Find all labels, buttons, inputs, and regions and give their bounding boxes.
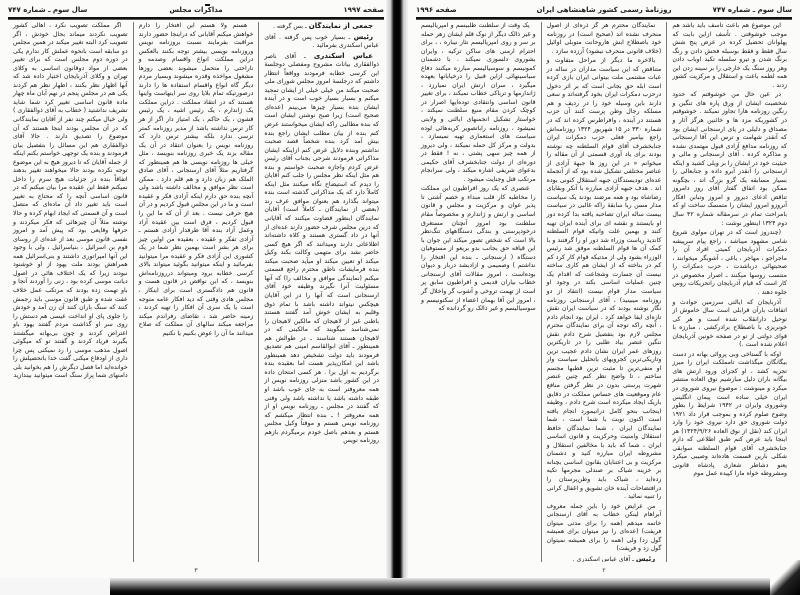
paragraph: [547, 22, 662, 56]
page-number-label: صفحه ۱۹۹۷: [343, 6, 384, 14]
paragraph: [421, 185, 536, 313]
header-rule: [416, 17, 792, 20]
page-number-label: صفحه ۱۹۹۶: [416, 6, 457, 14]
paragraph: [264, 52, 379, 446]
ink-mark: [205, 4, 210, 6]
issue-label: سال سوم ـ شماره ۷۴۷: [712, 6, 792, 14]
column-1: [667, 22, 792, 562]
paragraph-text: ـ بسیار خوب پس گرفته . آقای عباس اسکندری بفرمائید .: [264, 33, 379, 50]
paragraph-text: ـ بس گرفته .: [273, 23, 307, 30]
speaker-name: جمعی از نمایندگان: [308, 22, 373, 30]
speaker-name: رئیس: [635, 554, 656, 562]
column-2: [134, 22, 260, 562]
paragraph: [547, 57, 662, 501]
page-header: [8, 4, 384, 16]
scan-bottom-edge-light: [0, 578, 110, 595]
speaker-name: رئیس: [353, 32, 373, 41]
paragraph-text: یک وقت از سلطنت طلبیسم و امپریالیسم و غیر ذالک دیگر از نوک قلم ایشان زهر حمله بر سر و روی امپریالیسم نثار نیباره ، ، برای احترام ارمنی های ساکن ترکیه ، وایران بشوروی دلسوزی نمیکند . با دشمنان کمونیسم و سوسیالیسم مبارزه میکنند دفاع سیاسینهائی ازاین قبیل را درخیابانها بعهده میگیرد ، سران ارتش ایران نمیارزد ، ژاندارمها و ترباکی خطاب نمیکند ، برای تغییر قانون اساسی وانتقادی توده‌ایها اصرار در کوچک کردن مقام منیع سلطنت نمیکند ، خواستار تشکیل انجمنهای ایالتی و ولایتی نمیشود ، روزنامه راباتصویر کریه‌هائی لوده سیاست های استعماری تهیه نمیسازد ، بدولت و مرکز کل حمله نمیکند ، ولی دیروز از همه چیز سهی پشتی ، نه ! فقط در دوره‌ای از دولت جنابخشرف آقای حکیمی بدعوای شریفی اشاره میکند ، ولی سرانجام مرتکب قتل وجنایت میشود .: [420, 22, 536, 183]
paragraph-text: نمایندگان محترم هر گز ذره‌ای از اصول منحرف نشده اند (صحیح است) در روزنامه خود باصطلاح ابش هاروحانت متوبلی اوائیل (خلاف قانونی منحرف نیشود) آرزده سازد .: [546, 22, 662, 55]
left-page: [0, 0, 392, 580]
page-corner-curl: [770, 560, 800, 595]
paragraph-text: آذربایجان که ایالتی سرزمین حوادث و اتفاقات بارآن قرابلی است سال خاموش از توحیل دارانقلاب شده است و هر کی خونریزی با باصطلاح برادرکشی ، مبارزه با قوای دولتی از تو در صفحه خونین آذربایجان اعلام شده است .): [672, 298, 787, 349]
page-footer-number: ۳: [194, 567, 198, 574]
paragraph: [672, 22, 787, 90]
page-header: [416, 4, 792, 16]
paragraph-text: اگر مملکت تصویب نکرد ، اهالی کشور تصویب نکردند میماند بحال خودش ، اگر تصویب کرد البته تغییر میکند در همین مجلس دو سابقه است بانحوه عملش کار ندارم یکی در دوره دوم مجلس است که برای تغییر بعضی از مواد دوقانون اساسی به وکلای تهران و وکلای آذربایجان اختیار داده شد که آنها اظهار نظر بکنند ، اظهار نظر هم کردند یکی هم در مجلس پنجم در نهم آبان ماه چهار ماده قانون اساسی تغییر کرد شما شاید تشریف نداشتید ( خطاب به آقای ذوالفقاری ) ولی خیال میکنم چند نفر از آقایان نمایندگانی که در آن مجلس بودند اینجا هستند که آن موضوع را تصدیق دارند . حالا آقای ذوالفقاری هم این مسائل را بتفصیل بیان فرمودند و بنده یک توجهی خواستم بکنم اینکه از جمله آقایان که تا دیروز هیچ به این موضوع توجه نکرده بودند حالا میخواهند تغییر بدهند اتفاقاً بنده در جزئیات هیچ سرم را داخل نمیکنم فقط این عقیده مرا بیان میکنم که در قانون اساسی آنچه را که محتاج به تغییر است باید تغییر داد آن ماده‌ای که متصل است و آن قسمتی که ایجاد ابهام کرده و حالا نوشته مثلاً آن چیزهائی که فکر میکردند و حرفها وقایعی بود که پیش آمد و امروز نفسی قانون موسی بعد از عده‌ای از روسای قوم بن اسرائیل ، بنیاسرائیل ، ولی با وجود این آنها امپراتوری داشتند و بنی‌اسرائیل همه همراهش بودند ملت یهود از او خوشنود نبودند زیرا که یک اختلاف هائی در اصول دیانت موسی کرده بود ، زنی را آوردند آنجا و باو تهمت زده بودند که مرتکب عمل خلاف عفت شده و طبق قانون موسی باید رجمش کنند که سنگ باران کنند آن زن آمد و خودش را جلوی پای او انداخت عیسی هم دستش را روی سر او گذاشت مردم گفتند یهود باو اعتراض کردند و چون بی‌بهانه میگشتند بگیرند فریاد کردند و گفتند تو که میگوئی اصول مذهب موسی را رد نمیکنی پس چرا داری از اودفاع میکنی گفت خدا باتحصیلش را خوانده‌اید اما فصل دیگرش را هم بخوانید بلی دامنهای شما پراز سنگ است میتوانید بیندازید: [12, 22, 128, 380]
issue-label: سال سوم ـ شماره ۷۴۷: [8, 6, 88, 14]
paragraph-text: عنصری که یک روز افراطیون این مملکت را مخاطبه کار قلب مبداء و خصم آشتی تا پذیر عوان و مرکزیت و مجلس و قانون اساسی و ارتش و ژاندارم و مخصوصاً مقام سلطنت بود امروز آنچنان مستغرق درخودپرستی و بندگی دستگاههای تنگ‌نظر بالا است که شخص تصور میکند این جوان با این قیافه حق بجانب بدو بریعو از مستوفیان دستگاه ( ارسنجانی ـ بنده این افتخار را نداشتم ) وصمیمی و ازادیشد دربار و دیوان بوده‌است ، امروز مقالات آقای ارسنجانی خطاب بیاران قدیمی و افراطیون سابق پر است از تهمت تروخی و آشوب گر واخلال گر ، امروز این آقا بهمان اعضاء از سکتونیسم و سوسیالیسم و غیر ذالک رو گردانده که: [420, 185, 536, 313]
paragraph: [672, 351, 787, 479]
paragraph-text: بالاخره ما دیگر از مراحل متفاوت و متناقض که این سیاست مداران در ساله در عبات مشتمی ملت بیتوانی ایران بازی کرده است ابله حق بجانی است که بر اثر دخول درحزب دمکرات ایران بخود گرفته‌اند و سعی دارند باین وسیله خود را در ردیف و هم مسلکه رجال وطن پرست کنند آن حزب هستند در آینده ، وافراطرس کرده اند که در شماره ۳۳۰ در ۱۵ شهریور ۱۳۲۴ روزنامه‌اش راجع بپامیر فعلی حزب دمکرات ایران جنابخشرف آقای قوام السلطنه چه نوشته بودند برای یاد آوری قسمتی از آن مقاله را میخوانم « در این روز ها جبههٔ آزادی از عناصر مختلفی تشکیل شده بود که از آنجمله عده‌ای تودیستدگان جبهه استقلال کنونی بوده اند . هدف جبهه آزادی مبارزه با آنکر وبقایای رضاشاه بود و همه مرضند بودند یک سیاست مدار مسن ربا سابقهٔ راکه غالبی در سیاست بیست ساله ایران تصاحبه یافته بدا کرده دور او بایستند و نقشه ای برای آینده ایران تهیه کنند و بهمین علت وانیکه قوام السلطنه کاندید ریاست وزراء شد دور او را گرفتند و با کمک آن ها قوام السلطنه موفق شد رئیس الوزراء بشود ولی از مدتیکه قوام کار کرد کم کم در بناخته که از ایشان هم کاری ساخته نیست آن جسارت وشجاعت که اقدام یک چنین عملیات اساسی بکند در وجود او سیاست مدار قوام نیست (انتقاد از دو روزنامه میبینید) ، آقای ارسنجانی روزنامه نگار نوشته بودند که در سیاست ایران نقش تازه‌ای ایفا خواهد کرد . ایران بود انجام دادم ، آنچه راکه توجه آن برای نمایندگان محترم مجلس لازم بود بتفصیل شرح دادم نقش ننگین عنصر بیاد طلبی را در تاریکترین روزهای عمر ایران نشان دادم عجیب ترین وتاریکی‌ترین کجرویهای باتحلیل سیاست وار او منفی‌ترین تا مثبت ترین قطبها مجسم ساختم ، تا واضح نظر کنم چنین عنصر شهرت پرستی بدون در نظر گرفتن منافع عام وموقعیت های حساس مملکت در دقایق باریک ایجاد میکرده است شرح دادم ، وظیفه اینجانب بنحو کامل درانیمورد انجام یافته است اکنون نوبت با شما است ، شما نمایندگان ایران ، شما نمایندگان حافظ استقلال وامنیت وحرکزیت و قانون اساسی ایران ، شما که باید با مخالفین استقلال و مشروطه ایران مبارزه کنید و دشمنان مرکزیت و بی اعتنایان بقانون اساسی بچنانه بر خزینه شیاک بر صندلی مجرمها تکیه زده‌اید ، شیاک باید وطن‌پرستان را درافتضاحات آینده خان تشویق و اغفال کرانی را تنبیه نمائید .: [546, 57, 662, 501]
paragraph-text: در عین حال من خوشوقتم که حدود شخصیت ایشان از ورق پاره های تنگین و رنگین روزنامه هارا تجاوز نمیکند . خوشوقتم در کشوریکه مزد ها و خائنین هرگز آثار و مصداق و دلیلی در پای ارسنجانی ایشان بود که آنقدر شهامت و ترس این آقا ارسنجانی که روزنامه مدافع آزادی قبول مهتمدی نشده و مذاکره کرده . آقای ارسنجانی و مالی و حیثیت خود در ایشان را بر ویلی کشید و اینکه ارسنجانی را آنقدر آبرو داده و جنابعالی را بسیار مسابقه یک گرو بزرگ اند ، بچگونه ممکن بود اتفاق گفتار آقای روز دامروز تناقض ادعای دیروز و امروز وتبابن افکار آنروزو امروز ایشان را متمسک ساخت او که بامراحت تمام در سرمقاله شماره ۴۲ سال دوم ۱۳۲۴ اینطور نوشت :: [672, 91, 787, 227]
column-1: [259, 22, 384, 562]
paragraph-text: (چندروز است که در تهران مولوی شروع شامی مشهود میباشد ، راجع پیام سرپیشه دمکرات آذربایجان کمیتی افراد آن را ماجراجو ، مهاجر ، یاغی ، آشوبگر میخوانند ، صحبتهائی درباشدت ، حزب دمکرات را منتسب روسها میکنند ـ اصرار مخصوص در کار است که قیام آذربایجان راتحریکات روس جلوه دهند .: [672, 229, 787, 296]
page-footer-number: ۲: [602, 567, 606, 574]
column-3: [416, 22, 542, 562]
binding-gutter: [386, 0, 408, 595]
paragraph-text: هستم ولا هستم این افتخار را دارم خواهش میکنم آقایانی که دراینجا حضور دارند مراقبت بفرمایند نسبت بروزنامه نویس وروزنامه نویسی بیشتر توجه بکنند بالعکس دراین مملکت انواع واقسام وصدمه و ناراحتی را متحمل میشوند بعضی روزها مشغول مواخذه وقدره میشوند وبسیار مردم دیگر گاه انواع واقسام استفاده ها را دارند درصورتیکه تمام بلایا روی سر اینهاست واینها هستند که در انتقاد مملکت . دراین مملکت یک ژاندارم ، یک رئیس اشیه ، یک رئیس قشون ، یک حاکم ، یک امتیاز دار اگر از هر کار ترس نداشته باشد از مدیر روزنامه کمتر ترسی ندارد بلکه بیشتر ترس دارد که روزنامه نویس را بعنوان انتقاد در آن یک مقاله بزند یک خبری روزنامه بنویسد ، مثل خیلی ها روزنامه نویسی ها هم همینطور که گرفتاریم مثلاً آقای ارسنجانی ، آقای صادق الملک هم زبان دارد و هم قلم دارد . ممکن است نظر موافق و مخالف داشته باشد ولی آنچه بنده حق دارم اینکه آزادی فکر و عقیده است و ما در این مجلس قبول کردیم و در آن هیچ حرفی نیست . بعد از آن که ما این را قبول کردیم ، فرق است بین عقیده آزاد وعمل آزاد بنده آقا طرفدار آزادی هستم ـ آزادی تفکر و عقیده ، بعقیده من اولین چیز برای هر بشر است بهمین نظر شما در یک کشوری این آزادی فکر و عقیده مرا میتوانید بفرمائید و اینکه میتوانید بگوئید میتواند بالای کرسی خطابه برود ومیتواند درروزنامه‌اش بنویسد ، که این نواقص در قانون هست و قانون هم دادگستری است برای اینکار ، مجلس هادی وقتی که دید افکار عامه متوجه است یا یک سری آن افکار را تهیه کردند ، زمینه حاضر شد ، تقاضای رفراندم میکند مراجعه میکند سالهای آن مملکت که صلاح میدانند ما آن را عوض بکنیم یا نکنیم: [138, 22, 254, 337]
column-2: [542, 22, 668, 562]
paragraph: [421, 22, 536, 184]
column-3: [8, 22, 134, 562]
paragraph-text: ـ آقای عباس اسکندری .: [572, 555, 634, 562]
scan-bottom-edge: [0, 578, 800, 595]
paragraph: [264, 22, 379, 32]
right-page: [408, 0, 800, 580]
paragraph: [139, 22, 254, 338]
section-title: روزنامهٔ رسمی کشور شاهنشاهی ایران: [536, 6, 672, 14]
paragraph-text: اوکه با گستاخی وبی پروائی بهانه در دست بیگانگان میگذاشت تامملکت ایران را میرز تجزیه کشد ، او کجرای ورود ارتش های بیگانه باران دلیل مبارشیم نوق العاده منتشر میکرد و مینوشت : موضوع نیروی شوروی در ایران خیلی ساده است پیمان انگلیس وشوروی وایران در ۱۹۴۲ شرایط را بطور وضوح صلوم کرده و بموجب قرار داد ۱۹۲۱ دولت شوروی حق دارد نیروی خود را وارد ایران کند (نقل از نوق العاده ۱۳۲۴/۹/۲۶) هر اینجا باید عرض کنم طبق اطلاعی که دارم جنابخشرف آقای قوام السلطنه سوابقی شکلی بارین قسمت هاده‌اند وصیبی میکرد یعنو دشاطر شعاری پادشاه قانونی ومشروطه خواه مارا کپیده عمل موم: [672, 350, 787, 478]
speaker-name: عباس اسکندری: [313, 51, 373, 60]
paragraph: [672, 91, 787, 228]
paragraph-text: این موضوع هم باعث تأسف باید باشد هم موجب خوشوقتی . تأسف ازاین بابت که پهلوانان تحصیل کرده در عرض پنج شش سال فقط و فقط بوسیله فحش دادن و رنگ برنگ شدن و تیرو سلسله تکید اوباب دادن وهر روز سنگ یک خارجی را بر سینه زدن این همه لطمه باعث و استقلال و مرکزیت کشور زدند .: [672, 22, 787, 89]
paragraph: [547, 503, 662, 554]
paragraph-text: ـ آقای ناصر ذوالفقاری بیانات مشروح ومفصلی دوجلسهٔ این کرسی خطابه فرمودند وواقعاً انتظار داشتم که درجلسهٔ امروز مجلس شورای ملی صحبت میکند من خیلی خیلی از ایشان تمجید میکنم و بسیار بسیار خوب است و در آینده ایشان بنده بسیار چیزها می‌بینم (عده‌ای صحیح است) زیرا صبح نوشتن ایشان است که بنده مطالبی راکه ایشان میخواستند عرض کنم بنده از بیان مطلب ایشان راجع بنده بیش آمد کرد بنده شخصاً قصد صحبت نداشتم وبنده دلایل عرض کنم ازاینکه ایشان مذاکراتی فرمودند شرحی بجناب آقای رئیس عرض کردم واجازه صحبت خواستم و بنده هم مثل اینکه نظر مجلس را جلب کنم آقایان را دیدم که استیضاح نگاه میکنند مثل اینکه کاملاً دارد که یک مذاکراتی گذشته است بنده میتواند بگذارد هم بعنوان موافق عرف رند (بعضی از نمایندگان ـ کاملاً است) آقایان نمایندگان اینطور قضاوت میکنند که آقایانی که درین مجلس شرف حضور دارند عده‌ای از آنها در داد گستری هستند و کلاه داشته‌اند اطلاعاتی دارند ومیدانند که اگر هیچ کسی حاضر نشد برای متهمی وکالت بکند وکیل میکند او تعیین میکند او میآید صحبت میکند بنده فرمایشات ناطق محترم راجع قسمتی میکنم (نمایندگی موافق و مخالف را) که آنها مسئولیت آنرا نگیرند وظیفه خود آقای ارسنجانی است که آنها را در این آقایان هیچکس نیتواند داشته باشد با تمام ذوق وقلبم به ایشان خوش آمد گفتند هستند باطنی غیر از لاهیجان که مالکین لاهیجان را نمی‌شناسد میگویند که مالکینی که در لاهیجان هستند شناسند ـ در طوالش هم همینطور ـ آقای ابوالقاسم امینی هم تصدیق فرمودند باید دولت تشخیص دهد همینطور باشد این امکان‌پذیر هست اما بعقیده بنده برگردیم به اول برا . هر کسی امتحان داده در این کشور باشد منزلی روزنامه نویس از همه معروفتر است به جای خوب باشد او طبقه داشته باشد یا نداشته باشد ولی وقتی که گفتند در مجلس ـ روزنامه نویس او از همه معروفتر ! ـ بنده انتظار میکشم که روزنامه نویس هستم و موقتاً وکیل مجلس هستم و بعدهم باصل خودم برمیگردم بازهم روزنامه نویس: [264, 52, 379, 445]
paragraph: [672, 299, 787, 350]
paragraph-text: من عرایض خود را باین جمله معروف آبراهام لینکن خطاب به آقای ارسنجانی خاتمه میدهم (همه را برای مدتی میتوان فریفت) (عده‌ای را نیز میتوان برای همیشه گول زد) ولی (همه را برای همیشه نمیتوان گول زد و فریفت): [546, 502, 662, 553]
header-rule: [8, 17, 384, 20]
section-title: مذاکرات مجلس: [169, 6, 223, 14]
paragraph: [672, 229, 787, 297]
columns: [416, 22, 792, 562]
paragraph: [13, 22, 128, 381]
paragraph: [264, 33, 379, 51]
columns: [8, 22, 384, 562]
paragraph: [547, 555, 662, 562]
